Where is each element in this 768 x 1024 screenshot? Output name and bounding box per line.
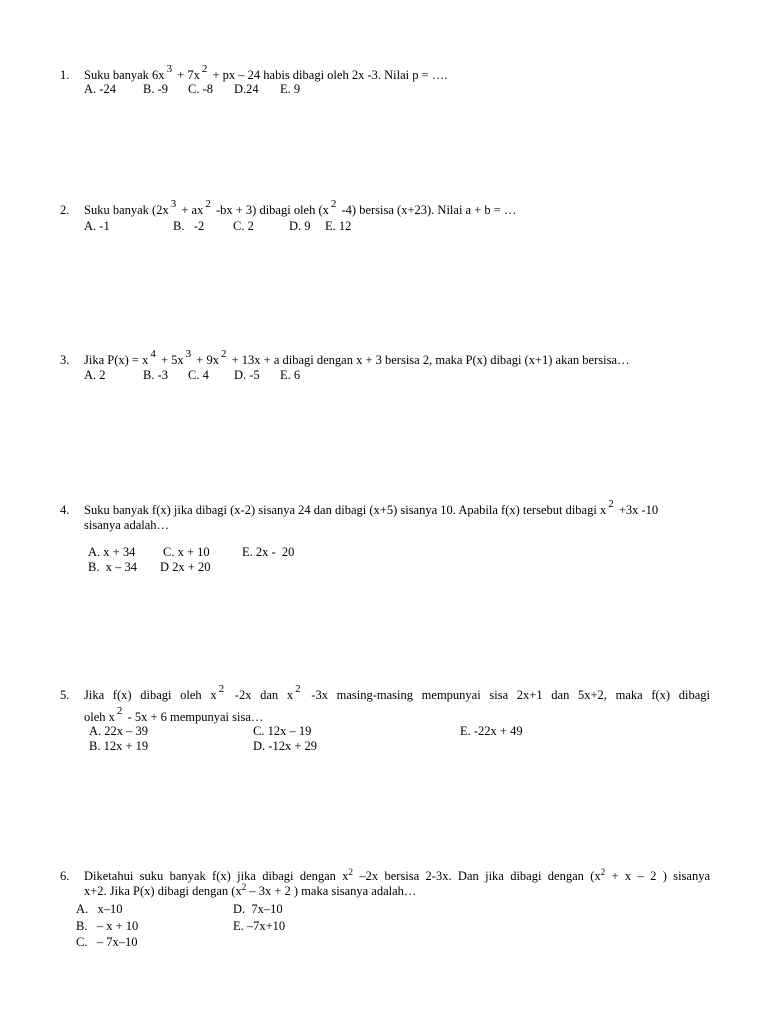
question-number: 4. [60,503,70,517]
option-d: D. 9 [289,219,311,233]
option-d: D.24 [234,82,259,96]
question-stem: Diketahui suku banyak f(x) jika dibagi dengan $x^2$ –2x bersisa 2-3x. Dan jika dibagi dengan ($x^2 + x - 2$ ) sisanya x+2. Jika P(x) dibagi dengan ($x^2 - 3x + 2$ ) maka sisanya adalah… [84,867,711,898]
option-a: A. -24 [84,82,116,96]
question-stem: Suku banyak 6x $^3$ + 7x $^2$ + px – 24 habis dibagi oleh 2x -3. Nilai p = …. [84,63,448,82]
option-e: E. 6 [280,368,301,382]
option-d: D 2x + 20 [160,560,211,574]
option-a: A. x + 34 [88,545,136,559]
option-b: B. x – 34 [88,560,137,574]
option-c: C. -8 [188,82,213,96]
option-c: C. – 7x–10 [76,935,138,949]
option-c: C. x + 10 [163,545,210,559]
option-b: B. -2 [173,219,205,233]
option-a: A. 2 [84,368,106,382]
option-c: C. 12x – 19 [253,724,312,738]
option-b: B. -9 [143,82,168,96]
option-d: D. -5 [234,368,260,382]
option-d: D. -12x + 29 [253,739,317,753]
question-number: 5. [60,688,70,702]
option-e: E. -22x + 49 [460,724,523,738]
option-a: A. -1 [84,219,110,233]
option-e: E. 12 [325,219,352,233]
option-e: E. –7x+10 [233,919,286,933]
question-number: 6. [60,869,70,883]
question-stem: Suku banyak f(x) jika dibagi (x-2) sisanya 24 dan dibagi (x+5) sisanya 10. Apabila f(x) tersebut dibagi x $^2$ +3x -10 sisanya adalah… [84,503,710,533]
question-stem-line2: oleh x $^2$ - 5x + 6 mempunyai sisa… [84,705,264,724]
option-b: B. – x + 10 [76,919,139,933]
question-number: 3. [60,353,70,367]
question-stem: Jika P(x) = x $^4$ + 5x $^3$ + 9x $^2$ + 13x + a dibagi dengan x + 3 bersisa 2, maka P(x) dibagi (x+1) akan bersisa… [84,348,630,367]
question-stem: Jika f(x) dibagi oleh x $^2$ -2x dan x $^2$ -3x masing-masing mempunyai sisa 2x+1 dan 5x+2, maka f(x) dibagi oleh x $^2$ - 5x + 6 mempunyai sisa… [84,683,711,724]
option-a: A. x–10 [76,902,123,916]
question-stem-line2: x+2. Jika P(x) dibagi dengan ($x^2 - 3x + 2$ ) maka sisanya adalah… [84,882,417,898]
option-e: E. 9 [280,82,301,96]
question-stem: Suku banyak (2x $^3$ + ax $^2$ -bx + 3) dibagi oleh (x $^2$ -4) bersisa (x+23). Nilai a + b = … [84,198,517,217]
question-stem-line2: sisanya adalah… [84,518,170,532]
option-b: B. 12x + 19 [89,739,149,753]
option-c: C. 2 [233,219,254,233]
option-d: D. 7x–10 [233,902,283,916]
option-b: B. -3 [143,368,168,382]
option-e: E. 2x - 20 [242,545,295,559]
question-number: 2. [60,203,70,217]
option-a: A. 22x – 39 [89,724,149,738]
option-c: C. 4 [188,368,209,382]
question-number: 1. [60,68,70,82]
